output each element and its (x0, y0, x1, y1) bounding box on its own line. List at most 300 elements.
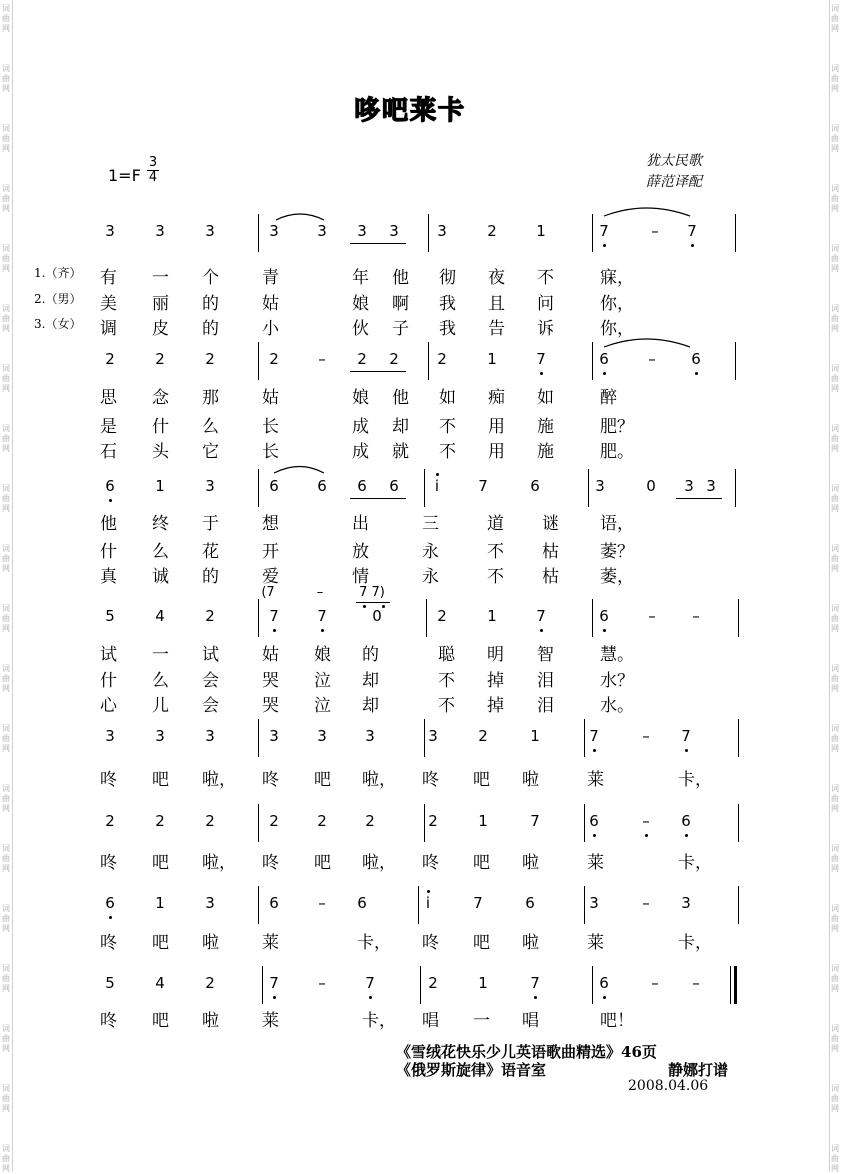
lyric-char: 卡， (678, 853, 712, 873)
watermark-text: 词 曲 网 (2, 724, 10, 753)
lyric-char: 却 (392, 417, 409, 437)
lyric-char: 诚 (152, 567, 169, 587)
lyric-char: 咚 (422, 770, 439, 790)
slur (604, 208, 690, 216)
note: 1 (478, 812, 488, 830)
lyric-char: 哭 (262, 671, 279, 691)
lyric-char: 施 (537, 417, 554, 437)
lyric-char: 真 (100, 567, 117, 587)
lyric-char: 一 (152, 268, 169, 288)
note: – (651, 222, 659, 240)
lyric-char: 长 (262, 417, 279, 437)
note: – (318, 350, 326, 368)
lyric-char: 明 (487, 645, 504, 665)
watermark-text: 词 曲 网 (2, 544, 10, 573)
watermark-text: 词 曲 网 (2, 784, 10, 813)
watermark-text: 词 曲 网 (2, 1084, 10, 1113)
slur (604, 339, 690, 347)
lyric-char: 年 (352, 268, 369, 288)
watermark-text: 词 曲 网 (831, 184, 839, 213)
note: 3 (105, 727, 115, 745)
note: 1 (155, 894, 165, 912)
note: 7 (365, 974, 375, 992)
note: 3 (437, 222, 447, 240)
lyric-char: 成 (352, 442, 369, 462)
watermark-text: 词 曲 网 (831, 424, 839, 453)
note: 6 (691, 350, 701, 368)
watermark-text: 词 曲 网 (2, 964, 10, 993)
lyric-char: 子 (392, 319, 409, 339)
lyric-char: 如 (439, 388, 456, 408)
lyric-char: 泪 (537, 671, 554, 691)
note: – (642, 894, 650, 912)
lyric-char: 莱 (262, 933, 279, 953)
watermark-text: 词 曲 网 (2, 664, 10, 693)
alternate-note: 7 7) (359, 585, 385, 600)
lyric-char: 不 (439, 417, 456, 437)
lyric-char: 吧 (152, 853, 169, 873)
note: 3 (269, 222, 279, 240)
lyric-char: 莱 (587, 770, 604, 790)
lyric-char: 念 (152, 388, 169, 408)
lyric-char: 就 (392, 442, 409, 462)
lyric-char: 莱 (587, 853, 604, 873)
lyric-char: 却 (362, 696, 379, 716)
lyric-char: 卡， (678, 770, 712, 790)
lyric-char: 思 (100, 388, 117, 408)
verse-label-3: 3.（女） (34, 317, 82, 331)
lyric-char: 皮 (152, 319, 169, 339)
lyric-char: 儿 (152, 696, 169, 716)
lyric-char: 一 (473, 1011, 490, 1031)
watermark-text: 词 曲 网 (831, 904, 839, 933)
lyric-char: 开 (262, 542, 279, 562)
watermark-text: 词 曲 网 (831, 784, 839, 813)
lyric-char: 哭 (262, 696, 279, 716)
verse-label-2: 2.（男） (34, 292, 82, 306)
note: 2 (437, 350, 447, 368)
note: i (434, 477, 440, 495)
note: – (318, 974, 326, 992)
lyric-char: 于 (202, 514, 219, 534)
lyric-char: 试 (202, 645, 219, 665)
lyric-char: 的 (362, 645, 379, 665)
lyric-char: 吧 (473, 933, 490, 953)
note: 2 (389, 350, 399, 368)
watermark-text: 词 曲 网 (831, 4, 839, 33)
alternate-note: – (316, 585, 324, 600)
watermark-text: 词 曲 网 (2, 904, 10, 933)
lyric-char: 咚 (100, 933, 117, 953)
note: 3 (365, 727, 375, 745)
lyric-char: 它 (202, 442, 219, 462)
note: 7 (478, 477, 488, 495)
note: 4 (155, 974, 165, 992)
note: 0 (372, 607, 382, 625)
lyric-char: 娘 (352, 294, 369, 314)
note: 6 (105, 477, 115, 495)
lyric-char: 你， (600, 294, 634, 314)
watermark-text: 词 曲 网 (2, 1024, 10, 1053)
lyric-char: 萎， (600, 567, 634, 587)
lyric-char: 痴 (488, 388, 505, 408)
lyric-char: 且 (488, 294, 505, 314)
lyric-char: 情 (352, 567, 369, 587)
note: – (692, 607, 700, 625)
note: 6 (357, 894, 367, 912)
note: 2 (487, 222, 497, 240)
lyric-char: 啦， (202, 770, 236, 790)
song-title: 哆吧莱卡 (353, 96, 466, 126)
lyric-char: 一 (152, 645, 169, 665)
lyric-char: 爱 (262, 567, 279, 587)
note: 7 (473, 894, 483, 912)
note: 2 (437, 607, 447, 625)
lyric-char: 醉 (600, 388, 617, 408)
lyric-char: 啦 (202, 1011, 219, 1031)
note: 1 (478, 974, 488, 992)
lyric-char: 个 (202, 268, 219, 288)
lyric-char: 姑 (262, 388, 279, 408)
note: 5 (105, 974, 115, 992)
note: 6 (599, 350, 609, 368)
note: 6 (525, 894, 535, 912)
note: 1 (536, 222, 546, 240)
watermark-text: 词 曲 网 (831, 484, 839, 513)
note: – (692, 974, 700, 992)
note: 3 (428, 727, 438, 745)
watermark-text: 词 曲 网 (831, 64, 839, 93)
note: 3 (357, 222, 367, 240)
lyric-char: 莱 (262, 1011, 279, 1031)
note: 0 (646, 477, 656, 495)
lyric-char: 聪 (438, 645, 455, 665)
note: 7 (269, 974, 279, 992)
watermark-text: 词 曲 网 (2, 184, 10, 213)
watermark-text: 词 曲 网 (831, 304, 839, 333)
watermark-text: 词 曲 网 (831, 664, 839, 693)
lyric-char: 长 (262, 442, 279, 462)
credit-origin: 犹太民歌 (646, 153, 702, 169)
lyric-char: 咚 (100, 853, 117, 873)
watermark-text: 词 曲 网 (831, 1144, 839, 1173)
lyric-char: 水？ (600, 671, 634, 691)
note: 7 (530, 812, 540, 830)
lyric-char: 莱 (587, 933, 604, 953)
lyric-char: 姑 (262, 294, 279, 314)
lyric-char: 用 (488, 417, 505, 437)
lyric-char: 不 (438, 696, 455, 716)
lyric-char: 会 (202, 671, 219, 691)
note: 3 (589, 894, 599, 912)
note: 4 (155, 607, 165, 625)
watermark-text: 词 曲 网 (2, 484, 10, 513)
lyric-char: 夜 (488, 268, 505, 288)
note: 2 (428, 974, 438, 992)
note: – (642, 727, 650, 745)
lyric-char: 永 (422, 542, 439, 562)
lyric-char: 我 (439, 294, 456, 314)
lyric-char: 青 (262, 268, 279, 288)
watermark-text: 词 曲 网 (831, 1024, 839, 1053)
lyric-char: 吧 (473, 770, 490, 790)
lyric-char: 石 (100, 442, 117, 462)
lyric-char: 美 (100, 294, 117, 314)
lyric-char: 泣 (314, 671, 331, 691)
lyric-char: 三 (422, 514, 439, 534)
note: 1 (155, 477, 165, 495)
note: 7 (599, 222, 609, 240)
note: 1 (487, 607, 497, 625)
note: 6 (357, 477, 367, 495)
lyric-char: 吧 (314, 853, 331, 873)
lyric-char: 水。 (600, 696, 634, 716)
lyric-char: 咚 (100, 770, 117, 790)
watermark-text: 词 曲 网 (831, 964, 839, 993)
note: 7 (536, 350, 546, 368)
watermark-text: 词 曲 网 (2, 4, 10, 33)
lyric-char: 咚 (262, 770, 279, 790)
time-signature-top: 3 (148, 155, 158, 170)
lyric-char: 肥。 (600, 442, 634, 462)
lyric-char: 施 (537, 442, 554, 462)
note: 2 (155, 812, 165, 830)
watermark-text: 词 曲 网 (2, 364, 10, 393)
note: 5 (105, 607, 115, 625)
lyric-char: 诉 (537, 319, 554, 339)
lyric-char: 伙 (352, 319, 369, 339)
lyric-char: 不 (537, 268, 554, 288)
note: 2 (478, 727, 488, 745)
lyric-char: 啊 (392, 294, 409, 314)
lyric-char: 吧 (473, 853, 490, 873)
lyric-char: 啦 (522, 770, 539, 790)
note: 3 (269, 727, 279, 745)
watermark-text: 词 曲 网 (831, 244, 839, 273)
watermark-text: 词 曲 网 (2, 1144, 10, 1173)
lyric-char: 卡， (678, 933, 712, 953)
lyric-char: 唱 (422, 1011, 439, 1031)
transcriber: 静娜打谱 (668, 1061, 729, 1079)
watermark-text: 词 曲 网 (2, 844, 10, 873)
lyric-char: 吧 (152, 933, 169, 953)
lyric-char: 却 (362, 671, 379, 691)
watermark-text: 词 曲 网 (831, 544, 839, 573)
note: 3 (205, 222, 215, 240)
lyric-char: 终 (152, 514, 169, 534)
lyric-char: 不 (439, 442, 456, 462)
note: 1 (530, 727, 540, 745)
note: 3 (389, 222, 399, 240)
lyric-char: 什 (152, 417, 169, 437)
lyric-char: 不 (438, 671, 455, 691)
note: 7 (530, 974, 540, 992)
note: 6 (681, 812, 691, 830)
note: 3 (706, 477, 716, 495)
lyric-char: 放 (352, 542, 369, 562)
lyric-char: 掉 (487, 671, 504, 691)
note: i (425, 894, 431, 912)
note: 6 (530, 477, 540, 495)
lyric-char: 泪 (537, 696, 554, 716)
lyric-char: 咚 (422, 933, 439, 953)
lyric-char: 成 (352, 417, 369, 437)
lyric-char: 啦 (522, 933, 539, 953)
note: 7 (317, 607, 327, 625)
lyric-char: 有 (100, 268, 117, 288)
lyric-char: 啦， (202, 853, 236, 873)
lyric-char: 咚 (422, 853, 439, 873)
note: 2 (205, 974, 215, 992)
lyric-char: 咚 (100, 1011, 117, 1031)
slur (276, 214, 324, 220)
note: 3 (681, 894, 691, 912)
note: 3 (317, 727, 327, 745)
note: 3 (155, 727, 165, 745)
lyric-char: 会 (202, 696, 219, 716)
watermark-text: 词 曲 网 (831, 124, 839, 153)
lyric-char: 花 (202, 542, 219, 562)
watermark-text: 词 曲 网 (831, 844, 839, 873)
lyric-char: 泣 (314, 696, 331, 716)
lyric-char: 彻 (439, 268, 456, 288)
alternate-note: (7 (261, 585, 275, 600)
note: 2 (428, 812, 438, 830)
lyric-char: 丽 (152, 294, 169, 314)
lyric-char: 什 (100, 671, 117, 691)
note: 6 (589, 812, 599, 830)
lyric-char: 掉 (487, 696, 504, 716)
lyric-char: 啦， (362, 853, 396, 873)
watermark-text: 词 曲 网 (831, 1084, 839, 1113)
lyric-char: 么 (152, 542, 169, 562)
lyric-char: 姑 (262, 645, 279, 665)
note: 3 (205, 894, 215, 912)
lyric-char: 头 (152, 442, 169, 462)
note: 6 (389, 477, 399, 495)
note: 2 (205, 607, 215, 625)
key-signature: 1=F (108, 166, 141, 185)
note: 2 (205, 350, 215, 368)
note: – (642, 812, 650, 830)
lyric-char: 他 (392, 268, 409, 288)
watermark-text: 词 曲 网 (831, 364, 839, 393)
note: – (318, 894, 326, 912)
time-signature-bottom: 4 (148, 170, 158, 185)
lyric-char: 吧 (314, 770, 331, 790)
lyric-char: 的 (202, 567, 219, 587)
note: – (648, 607, 656, 625)
lyric-char: 咚 (262, 853, 279, 873)
lyric-char: 寐， (600, 268, 634, 288)
lyric-char: 啦， (362, 770, 396, 790)
lyric-char: 他 (392, 388, 409, 408)
lyric-char: 我 (439, 319, 456, 339)
lyric-char: 枯 (542, 567, 559, 587)
lyric-char: 调 (100, 319, 117, 339)
lyric-char: 问 (537, 294, 554, 314)
note: 3 (155, 222, 165, 240)
lyric-char: 不 (487, 567, 504, 587)
lyric-char: 么 (152, 671, 169, 691)
note: 6 (269, 894, 279, 912)
note: 3 (205, 727, 215, 745)
watermark-text: 词 曲 网 (2, 244, 10, 273)
lyric-char: 卡， (362, 1011, 396, 1031)
watermark-text: 词 曲 网 (2, 64, 10, 93)
lyric-char: 永 (422, 567, 439, 587)
note: 7 (687, 222, 697, 240)
note: 6 (105, 894, 115, 912)
lyric-char: 心 (100, 696, 117, 716)
watermark-text: 词 曲 网 (2, 304, 10, 333)
watermark-text: 词 曲 网 (2, 424, 10, 453)
lyric-char: 小 (262, 319, 279, 339)
note: 2 (269, 350, 279, 368)
note: 3 (205, 477, 215, 495)
lyric-char: 道 (487, 514, 504, 534)
lyric-char: 啦 (202, 933, 219, 953)
note: 2 (205, 812, 215, 830)
note: 7 (681, 727, 691, 745)
lyric-char: 枯 (542, 542, 559, 562)
lyric-char: 肥？ (600, 417, 634, 437)
note: 2 (155, 350, 165, 368)
note: 2 (269, 812, 279, 830)
lyric-char: 想 (262, 514, 279, 534)
lyric-char: 娘 (314, 645, 331, 665)
lyric-char: 不 (487, 542, 504, 562)
note: 2 (365, 812, 375, 830)
note: 7 (536, 607, 546, 625)
lyric-char: 吧！ (600, 1011, 634, 1031)
watermark-text: 词 曲 网 (831, 604, 839, 633)
note: 2 (317, 812, 327, 830)
transcription-date: 2008.04.06 (628, 1078, 709, 1094)
lyric-char: 么 (202, 417, 219, 437)
source-book: 《雪绒花快乐少儿英语歌曲精选》46页 (396, 1043, 657, 1061)
note: 7 (269, 607, 279, 625)
note: – (648, 350, 656, 368)
lyric-char: 用 (488, 442, 505, 462)
note: 3 (595, 477, 605, 495)
watermark-text: 词 曲 网 (831, 724, 839, 753)
lyric-char: 语， (600, 514, 634, 534)
note: 6 (599, 607, 609, 625)
watermark-text: 词 曲 网 (2, 604, 10, 633)
lyric-char: 那 (202, 388, 219, 408)
note: – (651, 974, 659, 992)
note: 3 (684, 477, 694, 495)
note: 2 (105, 812, 115, 830)
note: 2 (105, 350, 115, 368)
note: 3 (105, 222, 115, 240)
lyric-char: 试 (100, 645, 117, 665)
lyric-char: 吧 (152, 770, 169, 790)
lyric-char: 慧。 (600, 645, 634, 665)
note: 6 (317, 477, 327, 495)
lyric-char: 萎？ (600, 542, 634, 562)
lyric-char: 啦 (522, 853, 539, 873)
slur (274, 467, 324, 474)
lyric-char: 告 (488, 319, 505, 339)
note: 6 (269, 477, 279, 495)
lyric-char: 你， (600, 319, 634, 339)
watermark-text: 词 曲 网 (2, 124, 10, 153)
lyric-char: 的 (202, 319, 219, 339)
lyric-char: 的 (202, 294, 219, 314)
note: 3 (317, 222, 327, 240)
